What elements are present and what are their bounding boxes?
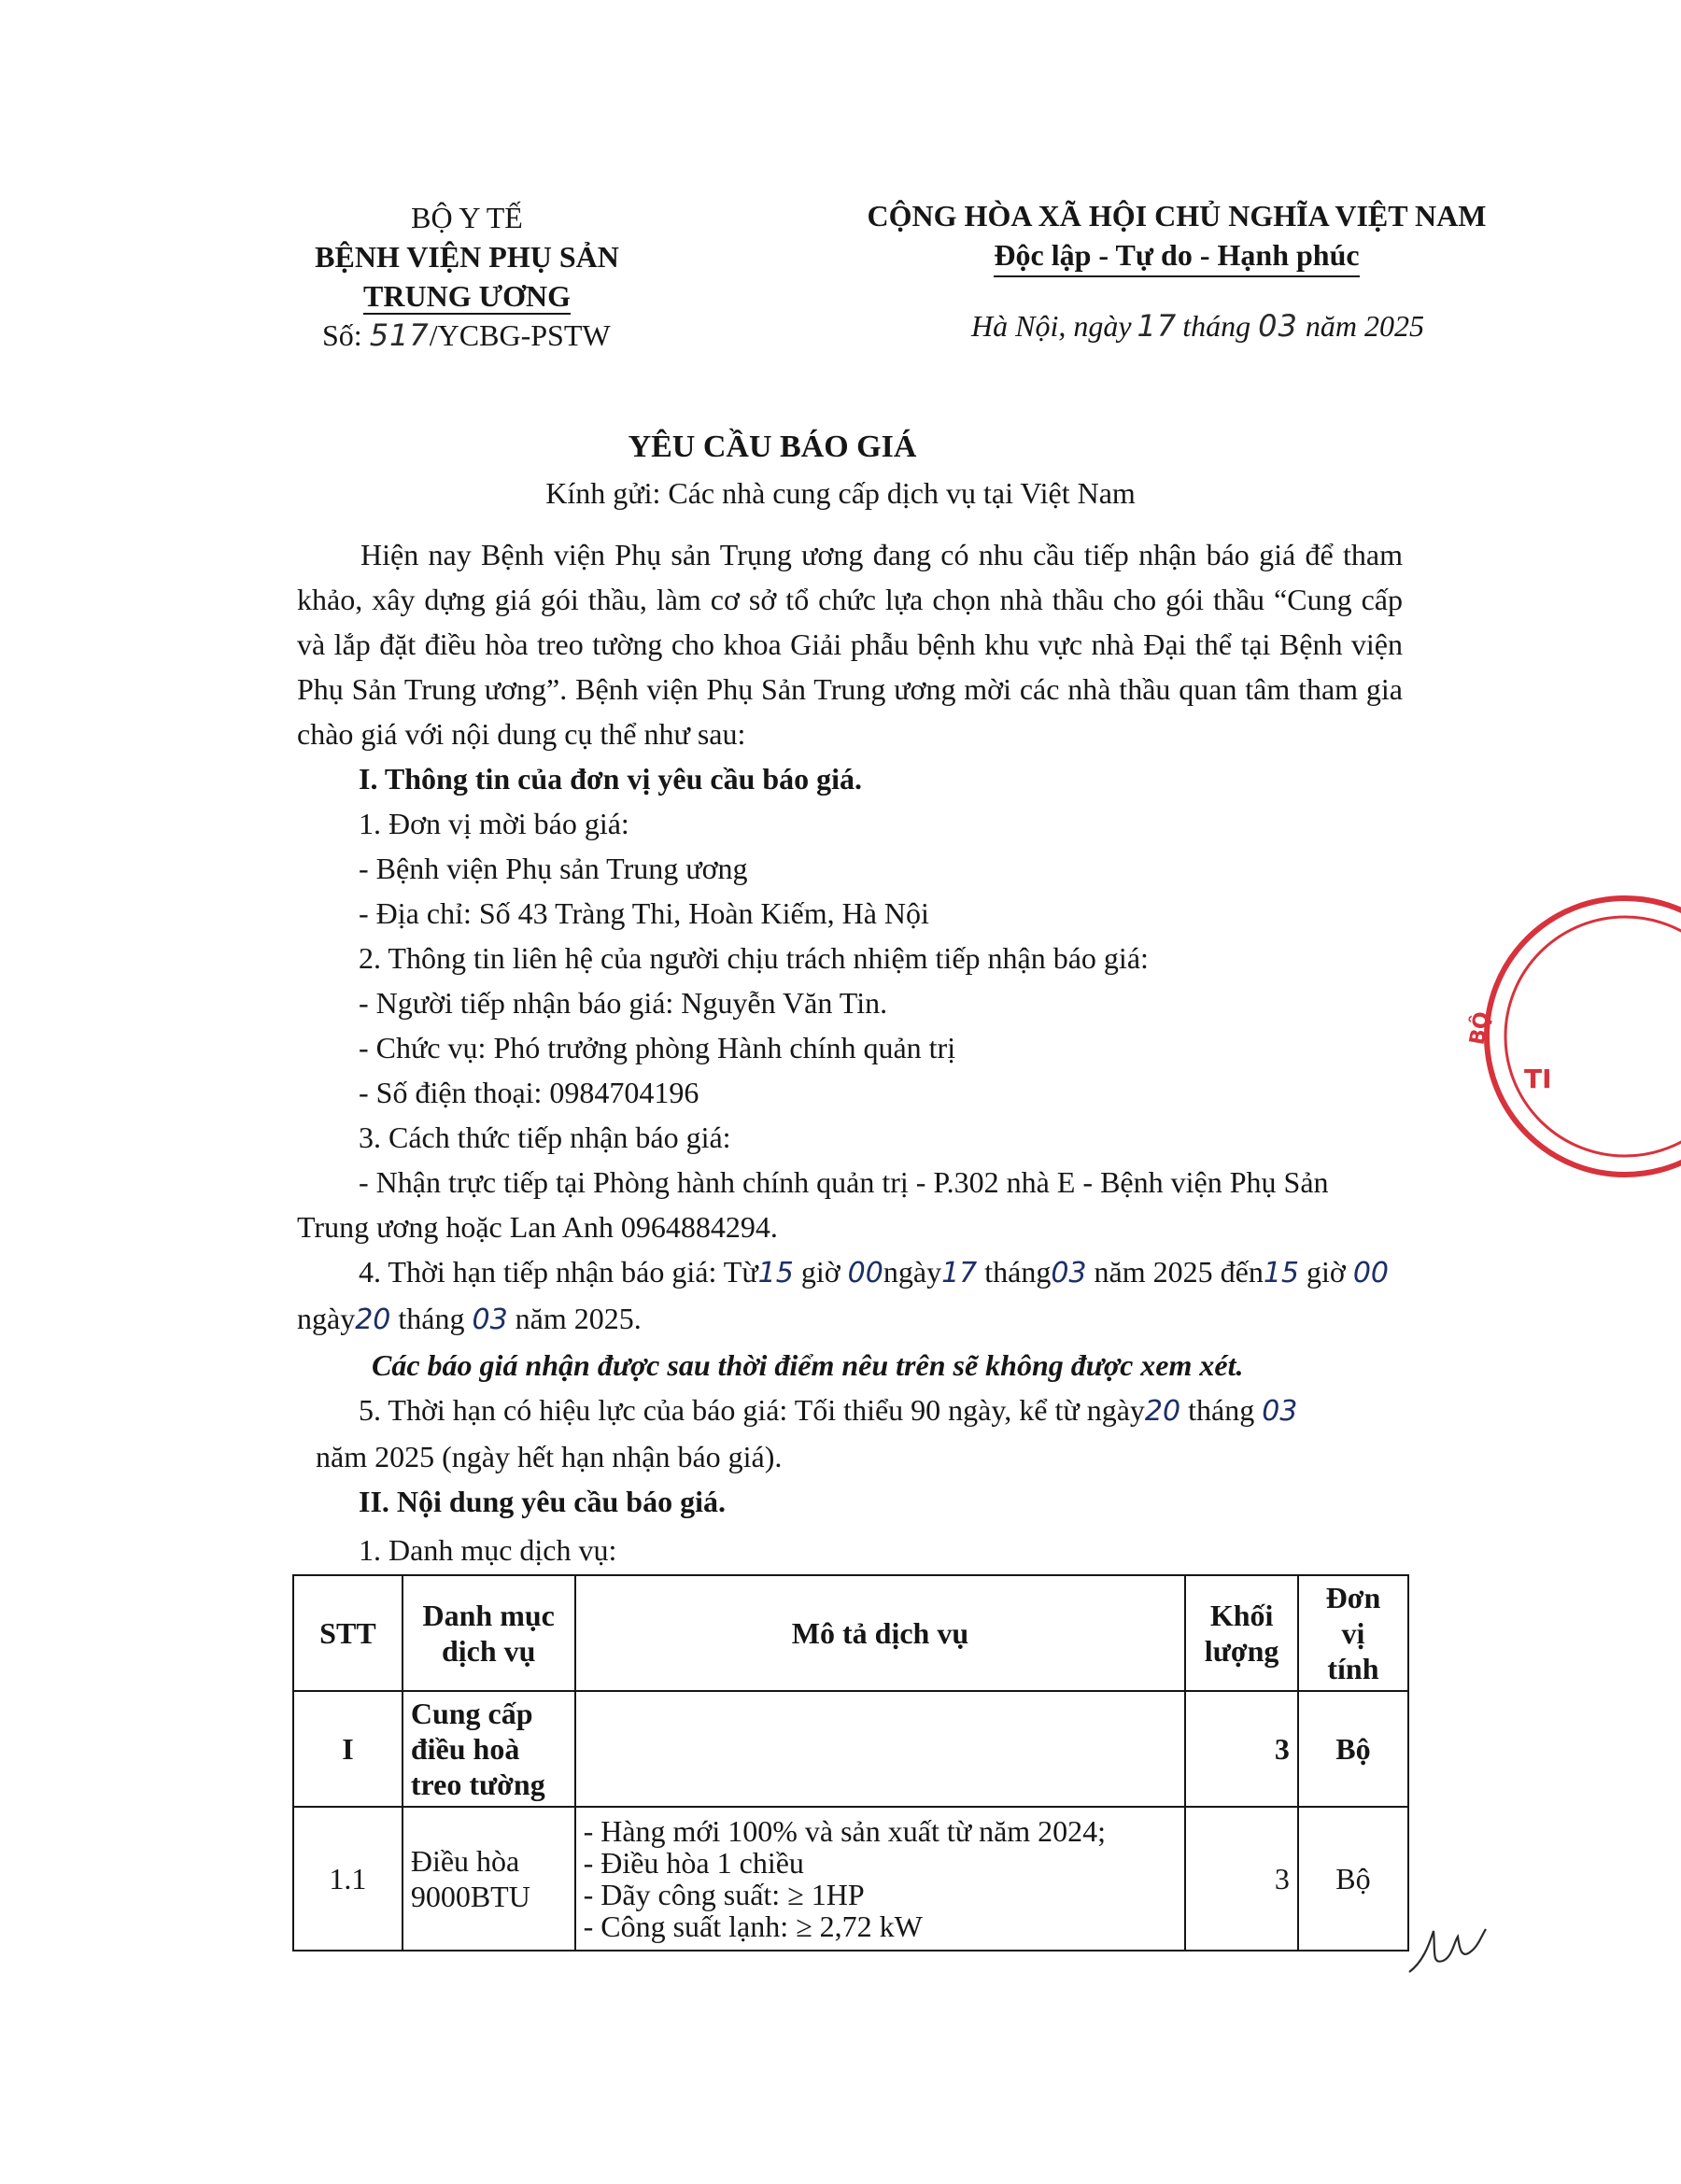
item-2: 2. Thông tin liên hệ của người chịu trách nhiệm tiếp nhận báo giá: [359, 941, 1149, 975]
doc-number-prefix: Số: [322, 318, 362, 352]
row1-don-vi: Bộ [1298, 1691, 1408, 1807]
header-khoi-luong: Khối lượng [1185, 1575, 1298, 1691]
doc-number-handwritten: 517 [369, 317, 430, 353]
item-2-a: - Người tiếp nhận báo giá: Nguyễn Văn Tin. [359, 986, 888, 1020]
doc-number [280, 316, 654, 355]
issuer-block [280, 198, 654, 355]
service-table [292, 1574, 1409, 1952]
row2-khoi-luong: 3 [1185, 1807, 1298, 1951]
row2-don-vi: Bộ [1298, 1807, 1408, 1951]
row2-stt: 1.1 [293, 1807, 403, 1951]
ministry-name: BỘ Y TẾ [411, 201, 523, 234]
item-5: 5. Thời hạn có hiệu lực của báo giá: Tối thiểu 90 ngày, kể từ ngày20 tháng 03 [359, 1393, 1298, 1428]
row1-khoi-luong: 3 [1185, 1691, 1298, 1807]
item-5-cont: năm 2025 (ngày hết hạn nhận báo giá). [316, 1440, 783, 1473]
item-3-a: - Nhận trực tiếp tại Phòng hành chính quản trị - P.302 nhà E - Bệnh viện Phụ Sản [359, 1165, 1329, 1199]
doc-number-suffix: /YCBG-PSTW [429, 318, 611, 352]
row1-stt: I [293, 1691, 403, 1807]
row2-danh-muc: Điều hòa 9000BTU [403, 1807, 575, 1951]
national-header [803, 196, 1550, 277]
date-month: 03 [1258, 308, 1298, 344]
national-motto: Độc lập - Tự do - Hạnh phúc [803, 235, 1550, 277]
document-title: YÊU CẦU BÁO GIÁ [628, 430, 917, 464]
initials-signature [1406, 1923, 1490, 1980]
intro-paragraph: Hiện nay Bệnh viện Phụ sản Trụng ương đang có nhu cầu tiếp nhận báo giá để tham khảo, xây dựng giá gói thầu, làm cơ sở tổ chức lựa chọn nhà thầu cho gói thầu “Cung cấp và lắp đặt điều hòa treo tường cho khoa Giải phẫu bệnh khu vực nhà Đại thể tại Bệnh viện Phụ Sản Trung ương”. Bệnh viện Phụ Sản Trung ương mời các nhà thầu quan tâm tham gia chào giá với nội dung cụ thể như sau: [297, 538, 1403, 751]
header-danh-muc: Danh mục dịch vụ [403, 1575, 575, 1691]
item-2-b: - Chức vụ: Phó trưởng phòng Hành chính quản trị [359, 1031, 956, 1064]
table-row [293, 1807, 1408, 1951]
section-1-heading: I. Thông tin của đơn vị yêu cầu báo giá. [359, 762, 863, 796]
stamp-text-2: TI [1524, 1064, 1552, 1094]
table-row [293, 1691, 1408, 1807]
hospital-name-line1: BỆNH VIỆN PHỤ SẢN [315, 240, 619, 274]
section-2-item-1: 1. Danh mục dịch vụ: [359, 1533, 617, 1567]
hospital-name-line2: TRUNG ƯƠNG [363, 279, 571, 313]
country-name: CỘNG HÒA XÃ HỘI CHỦ NGHĨA VIỆT NAM [867, 199, 1487, 232]
row2-mo-ta: - Hàng mới 100% và sản xuất từ năm 2024; - Điều hòa 1 chiều - Dãy công suất: ≥ 1HP - Công suất lạnh: ≥ 2,72 kW [575, 1807, 1186, 1951]
item-2-c: - Số điện thoại: 0984704196 [359, 1076, 699, 1109]
item-4-note: Các báo giá nhận được sau thời điểm nêu trên sẽ không được xem xét. [372, 1348, 1244, 1382]
table-header-row [293, 1575, 1408, 1691]
stamp-text-1: BỘ [1465, 1009, 1495, 1047]
item-1-a: - Bệnh viện Phụ sản Trung ương [359, 852, 748, 885]
addressee: Kính gửi: Các nhà cung cấp dịch vụ tại Việt Nam [545, 476, 1136, 510]
date-line: Hà Nội, ngày 17 tháng 03 năm 2025 [971, 308, 1424, 344]
header-mo-ta: Mô tả dịch vụ [575, 1575, 1186, 1691]
item-4: 4. Thời hạn tiếp nhận báo giá: Từ15 giờ 00ngày17 tháng03 năm 2025 đến15 giờ 00 [359, 1255, 1390, 1289]
item-1: 1. Đơn vị mời báo giá: [359, 807, 629, 840]
item-3-b: Trung ương hoặc Lan Anh 0964884294. [297, 1210, 778, 1244]
row1-danh-muc: Cung cấp điều hoà treo tường [403, 1691, 575, 1807]
item-4-cont: ngày20 tháng 03 năm 2025. [297, 1302, 642, 1336]
official-stamp [1457, 896, 1644, 1177]
item-3: 3. Cách thức tiếp nhận báo giá: [359, 1120, 731, 1154]
item-1-b: - Địa chỉ: Số 43 Tràng Thi, Hoàn Kiếm, Hà Nội [359, 896, 929, 930]
row1-mo-ta [575, 1691, 1186, 1807]
date-day: 17 [1137, 308, 1178, 344]
section-1 [297, 756, 1418, 1576]
section-2-heading: II. Nội dung yêu cầu báo giá. [359, 1485, 726, 1518]
header-don-vi: Đơn vị tính [1298, 1575, 1408, 1691]
header-stt: STT [293, 1575, 403, 1691]
